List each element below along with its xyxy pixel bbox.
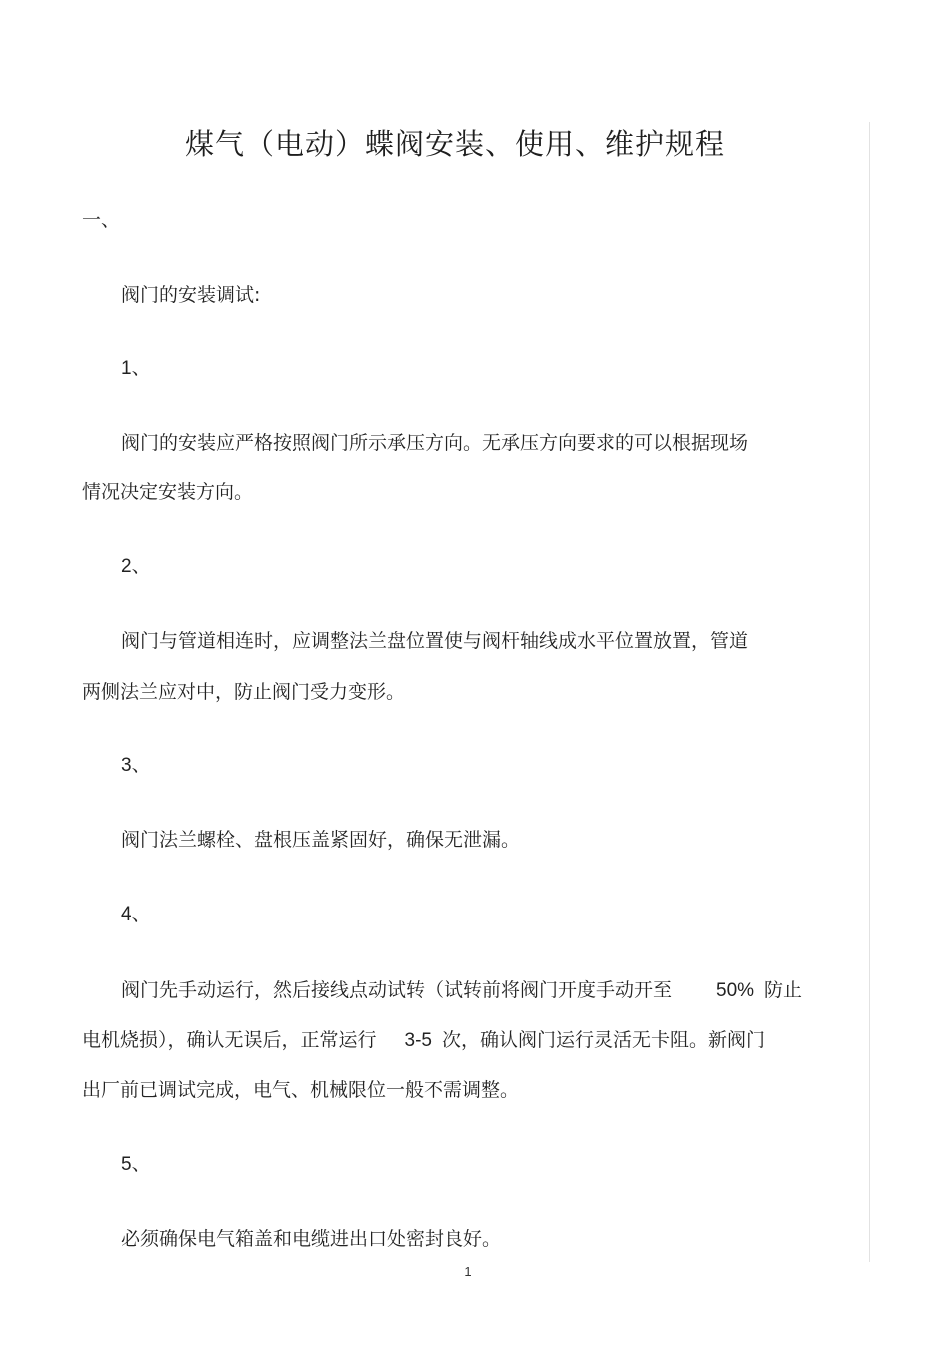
page-edge-line xyxy=(869,122,870,1262)
section-number: 一、 xyxy=(82,209,121,231)
page-number: 1 xyxy=(464,1264,472,1279)
item-4-line-1-text: 阀门先手动运行，然后接线点动试转（试转前将阀门开度手动开至 xyxy=(121,979,673,1001)
item-number-3: 3、 xyxy=(121,755,151,776)
item-4-percent: 50% xyxy=(716,980,755,1001)
item-4-line-2-text: 电机烧损），确认无误后，正常运行 xyxy=(82,1029,377,1051)
item-5-line-1: 必须确保电气箱盖和电缆进出口处密封良好。 xyxy=(121,1228,502,1250)
item-1-line-2: 情况决定安装方向。 xyxy=(82,481,254,503)
item-4-times: 3-5 xyxy=(404,1030,432,1051)
item-2-line-1: 阀门与管道相连时，应调整法兰盘位置使与阀杆轴线成水平位置放置，管道 xyxy=(121,630,749,652)
document-title: 煤气（电动）蝶阀安装、使用、维护规程 xyxy=(184,127,725,161)
item-4-line-2 xyxy=(82,1026,765,1055)
item-1-line-1: 阀门的安装应严格按照阀门所示承压方向。无承压方向要求的可以根据现场 xyxy=(121,432,749,454)
item-4-line-1-tail: 防止 xyxy=(764,979,803,1001)
item-4-line-2-tail: 次，确认阀门运行灵活无卡阻。新阀门 xyxy=(441,1029,765,1051)
item-number-4: 4、 xyxy=(121,904,151,925)
item-2-line-2: 两侧法兰应对中，防止阀门受力变形。 xyxy=(82,681,406,703)
item-number-5: 5、 xyxy=(121,1154,151,1175)
item-4-line-3: 出厂前已调试完成，电气、机械限位一般不需调整。 xyxy=(82,1079,520,1101)
item-number-2: 2、 xyxy=(121,556,151,577)
item-number-1: 1、 xyxy=(121,358,151,379)
section-heading: 阀门的安装调试: xyxy=(121,284,261,306)
item-3-line-1: 阀门法兰螺栓、盘根压盖紧固好，确保无泄漏。 xyxy=(121,829,521,851)
item-4-line-1 xyxy=(121,976,802,1005)
